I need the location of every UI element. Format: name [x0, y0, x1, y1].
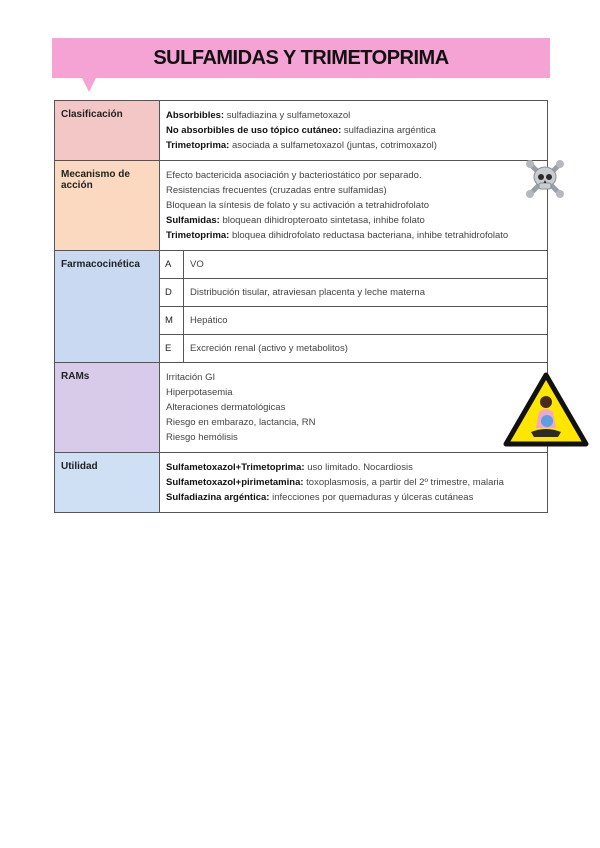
- text-line: Sulfametoxazol+pirimetamina: toxoplasmosis, a partir del 2º trimestre, malaria: [166, 477, 504, 488]
- adme-text: Hepático: [184, 307, 548, 335]
- adme-letter: A: [160, 251, 184, 279]
- text-line: Alteraciones dermatológicas: [166, 402, 286, 413]
- adme-text: Excreción renal (activo y metabolitos): [190, 343, 348, 354]
- content-utilidad: [160, 453, 548, 513]
- text-line: Hiperpotasemia: [166, 387, 233, 398]
- adme-row: [160, 251, 547, 279]
- text-line: Sulfamidas: bloquean dihidropteroato sintetasa, inhibe folato: [166, 215, 425, 226]
- text-line: Trimetoprima: bloquea dihidrofolato reductasa bacteriana, inhibe tetrahidrofolato: [166, 230, 509, 241]
- label-clasificacion: Clasificación: [55, 101, 160, 161]
- adme-text: Distribución tisular, atraviesan placenta y leche materna: [184, 279, 548, 307]
- adme-row: [160, 307, 547, 335]
- title-banner: [52, 38, 550, 78]
- text-line: Trimetoprima: asociada a sulfametoxazol (juntas, cotrimoxazol): [166, 140, 437, 151]
- adme-text: VO: [184, 251, 548, 279]
- adme-letter: M: [160, 307, 184, 335]
- text-line: Irritación GI: [166, 372, 216, 383]
- text-line: Sulfametoxazol+Trimetoprima: uso limitado. Nocardiosis: [166, 462, 413, 473]
- row-mecanismo: [55, 161, 548, 251]
- text-line: Riesgo en embarazo, lactancia, RN: [166, 417, 316, 428]
- adme-row: [160, 335, 547, 363]
- content-farmacocinetica: [160, 251, 548, 363]
- row-utilidad: [55, 453, 548, 513]
- adme-row: [160, 279, 547, 307]
- text-line: Riesgo hemólisis: [166, 432, 238, 443]
- skull-crossbones-icon: [524, 158, 566, 200]
- adme-letter: D: [160, 279, 184, 307]
- content-rams: [160, 363, 548, 453]
- label-rams: RAMs: [55, 363, 160, 453]
- text-line: Sulfadiazina argéntica: infecciones por quemaduras y úlceras cutáneas: [166, 492, 474, 503]
- pregnancy-warning-icon: [503, 372, 589, 448]
- label-utilidad: Utilidad: [55, 453, 160, 513]
- row-farmacocinetica: [55, 251, 548, 363]
- text-line: No absorbibles de uso tópico cutáneo: sulfadiazina argéntica: [166, 125, 436, 136]
- text-line: Absorbibles: sulfadiazina y sulfametoxazol: [166, 110, 351, 121]
- page-title: SULFAMIDAS Y TRIMETOPRIMA: [153, 47, 449, 69]
- content-mecanismo: [160, 161, 548, 251]
- row-clasificacion: [55, 101, 548, 161]
- label-mecanismo: Mecanismo de acción: [55, 161, 160, 251]
- label-farmacocinetica: Farmacocinética: [55, 251, 160, 363]
- text-line: Bloquean la síntesis de folato y su activación a tetrahidrofolato: [166, 200, 429, 211]
- summary-table: [54, 100, 548, 513]
- row-rams: [55, 363, 548, 453]
- content-clasificacion: [160, 101, 548, 161]
- text-line: Efecto bactericida asociación y bacteriostático por separado. Resistencias frecuentes (cruzadas entre sulfamidas): [166, 170, 422, 196]
- banner-tail: [82, 78, 96, 92]
- adme-letter: E: [160, 335, 184, 363]
